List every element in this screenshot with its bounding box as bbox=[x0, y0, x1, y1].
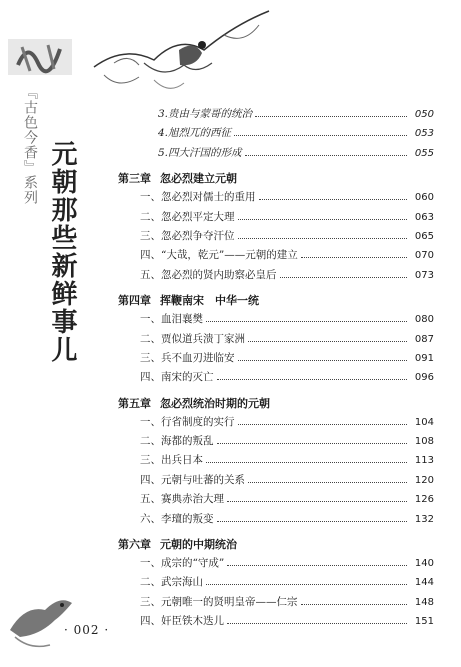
dot-leader bbox=[217, 371, 408, 380]
dot-leader bbox=[217, 435, 408, 444]
toc-entry[interactable] bbox=[118, 491, 434, 510]
chapter-number: 第四章 bbox=[118, 294, 151, 308]
dot-leader bbox=[206, 313, 407, 322]
toc-entry[interactable] bbox=[118, 414, 434, 433]
toc-entry[interactable] bbox=[118, 472, 434, 491]
toc-entry[interactable] bbox=[118, 574, 434, 593]
dot-leader bbox=[259, 191, 408, 200]
toc-entry-title: 一、忽必烈对儒士的重用 bbox=[140, 191, 256, 204]
toc-entry[interactable] bbox=[118, 106, 434, 125]
table-of-contents bbox=[118, 106, 434, 633]
toc-page-number: 148 bbox=[414, 596, 434, 608]
toc-entry[interactable] bbox=[118, 311, 434, 330]
toc-page-number: 073 bbox=[414, 269, 434, 281]
dot-leader bbox=[238, 230, 408, 239]
toc-page-number: 140 bbox=[414, 558, 434, 570]
toc-entry[interactable] bbox=[118, 145, 434, 164]
toc-page-number: 070 bbox=[414, 250, 434, 262]
toc-entry[interactable] bbox=[118, 555, 434, 574]
chapter-number: 第六章 bbox=[118, 538, 151, 552]
dot-leader bbox=[248, 474, 407, 483]
toc-entry[interactable] bbox=[118, 331, 434, 350]
dot-leader bbox=[206, 454, 407, 463]
toc-entry[interactable] bbox=[118, 594, 434, 613]
toc-entry[interactable] bbox=[118, 189, 434, 208]
chapter-title: 挥鞭南宋 中华一统 bbox=[160, 294, 259, 308]
dot-leader bbox=[238, 211, 408, 220]
chapter-title: 忽必烈统治时期的元朝 bbox=[160, 396, 270, 410]
toc-page-number: 151 bbox=[414, 616, 434, 628]
sidebar bbox=[0, 0, 86, 667]
dot-leader bbox=[301, 249, 407, 258]
toc-page-number: 080 bbox=[414, 314, 434, 326]
calligraphy-logo bbox=[8, 35, 72, 79]
toc-page-number: 055 bbox=[414, 147, 434, 159]
toc-entry-title: 三、忽必烈争夺汗位 bbox=[140, 229, 235, 242]
bird-illustration bbox=[0, 575, 80, 655]
chapter-number: 第五章 bbox=[118, 396, 151, 410]
toc-page-number: 065 bbox=[414, 230, 434, 242]
toc-entry[interactable] bbox=[118, 511, 434, 530]
toc-entry-title: 五、赛典赤治大理 bbox=[140, 493, 224, 506]
toc-entry-title: 二、忽必烈平定大理 bbox=[140, 210, 235, 223]
toc-entry-title: 四、元朝与吐蕃的关系 bbox=[140, 473, 245, 486]
chapter-heading[interactable] bbox=[118, 289, 434, 311]
chapter-heading[interactable] bbox=[118, 167, 434, 189]
toc-page-number: 063 bbox=[414, 211, 434, 223]
toc-entry-title: 六、李璮的叛变 bbox=[140, 512, 214, 525]
toc-page-number: 113 bbox=[414, 455, 434, 467]
toc-page-number: 087 bbox=[414, 333, 434, 345]
dot-leader bbox=[234, 127, 407, 136]
toc-entry-title: 四、奸臣铁木迭儿 bbox=[140, 615, 224, 628]
toc-entry-title: 4.旭烈兀的西征 bbox=[158, 127, 232, 140]
toc-entry-title: 五、忽必烈的贤内助察必皇后 bbox=[140, 268, 277, 281]
book-title: 元朝那些新鲜事儿 bbox=[47, 140, 77, 364]
toc-entry[interactable] bbox=[118, 125, 434, 144]
toc-page-number: 144 bbox=[414, 577, 434, 589]
dot-leader bbox=[217, 513, 408, 522]
dot-leader bbox=[227, 493, 407, 502]
toc-entry[interactable] bbox=[118, 247, 434, 266]
toc-entry[interactable] bbox=[118, 433, 434, 452]
toc-page-number: 108 bbox=[414, 436, 434, 448]
toc-page-number: 120 bbox=[414, 474, 434, 486]
chapter-number: 第三章 bbox=[118, 172, 151, 186]
chapter-title: 元朝的中期统治 bbox=[160, 538, 237, 552]
phoenix-illustration bbox=[84, 5, 274, 100]
toc-entry-title: 一、行省制度的实行 bbox=[140, 415, 235, 428]
toc-entry-title: 二、海都的叛乱 bbox=[140, 435, 214, 448]
toc-page-number: 126 bbox=[414, 494, 434, 506]
dot-leader bbox=[280, 269, 408, 278]
toc-entry[interactable] bbox=[118, 613, 434, 632]
chapter-heading[interactable] bbox=[118, 533, 434, 555]
toc-entry-title: 一、成宗的“守成” bbox=[140, 557, 225, 570]
toc-page-number: 132 bbox=[414, 513, 434, 525]
toc-entry-title: 5.四大汗国的形成 bbox=[158, 146, 242, 159]
toc-entry[interactable] bbox=[118, 228, 434, 247]
toc-entry[interactable] bbox=[118, 369, 434, 388]
dot-leader bbox=[206, 576, 407, 585]
toc-page-number: 104 bbox=[414, 416, 434, 428]
page-number: · 002 · bbox=[64, 623, 110, 637]
toc-entry-title: 二、贾似道兵溃丁家洲 bbox=[140, 332, 245, 345]
dot-leader bbox=[238, 352, 408, 361]
dot-leader bbox=[227, 615, 407, 624]
toc-entry-title: 三、元朝唯一的贤明皇帝——仁宗 bbox=[140, 595, 298, 608]
dot-leader bbox=[255, 108, 407, 117]
dot-leader bbox=[245, 147, 407, 156]
toc-entry[interactable] bbox=[118, 350, 434, 369]
toc-entry-title: 三、兵不血刃进临安 bbox=[140, 351, 235, 364]
dot-leader bbox=[238, 416, 408, 425]
toc-page-number: 096 bbox=[414, 372, 434, 384]
dot-leader bbox=[301, 596, 408, 605]
toc-entry[interactable] bbox=[118, 209, 434, 228]
toc-entry[interactable] bbox=[118, 452, 434, 471]
toc-page-number: 053 bbox=[414, 128, 434, 140]
toc-entry-title: 四、“大哉，乾元”——元朝的建立 bbox=[140, 249, 298, 262]
series-title: 『古色今香』系列 bbox=[22, 85, 38, 205]
toc-entry-title: 3.贵由与蒙哥的统治 bbox=[158, 108, 253, 120]
toc-page-number: 091 bbox=[414, 352, 434, 364]
toc-page-number: 060 bbox=[414, 192, 434, 204]
dot-leader bbox=[248, 333, 407, 342]
toc-entry-title: 四、南宋的灭亡 bbox=[140, 371, 214, 384]
toc-entry-title: 二、武宗海山 bbox=[140, 576, 203, 589]
chapter-heading[interactable] bbox=[118, 392, 434, 414]
toc-entry[interactable] bbox=[118, 267, 434, 286]
toc-page-number: 050 bbox=[414, 109, 434, 120]
toc-entry-title: 三、出兵日本 bbox=[140, 454, 203, 467]
chapter-title: 忽必烈建立元朝 bbox=[160, 172, 237, 186]
toc-entry-title: 一、血泪襄樊 bbox=[140, 313, 203, 326]
dot-leader bbox=[227, 557, 407, 566]
